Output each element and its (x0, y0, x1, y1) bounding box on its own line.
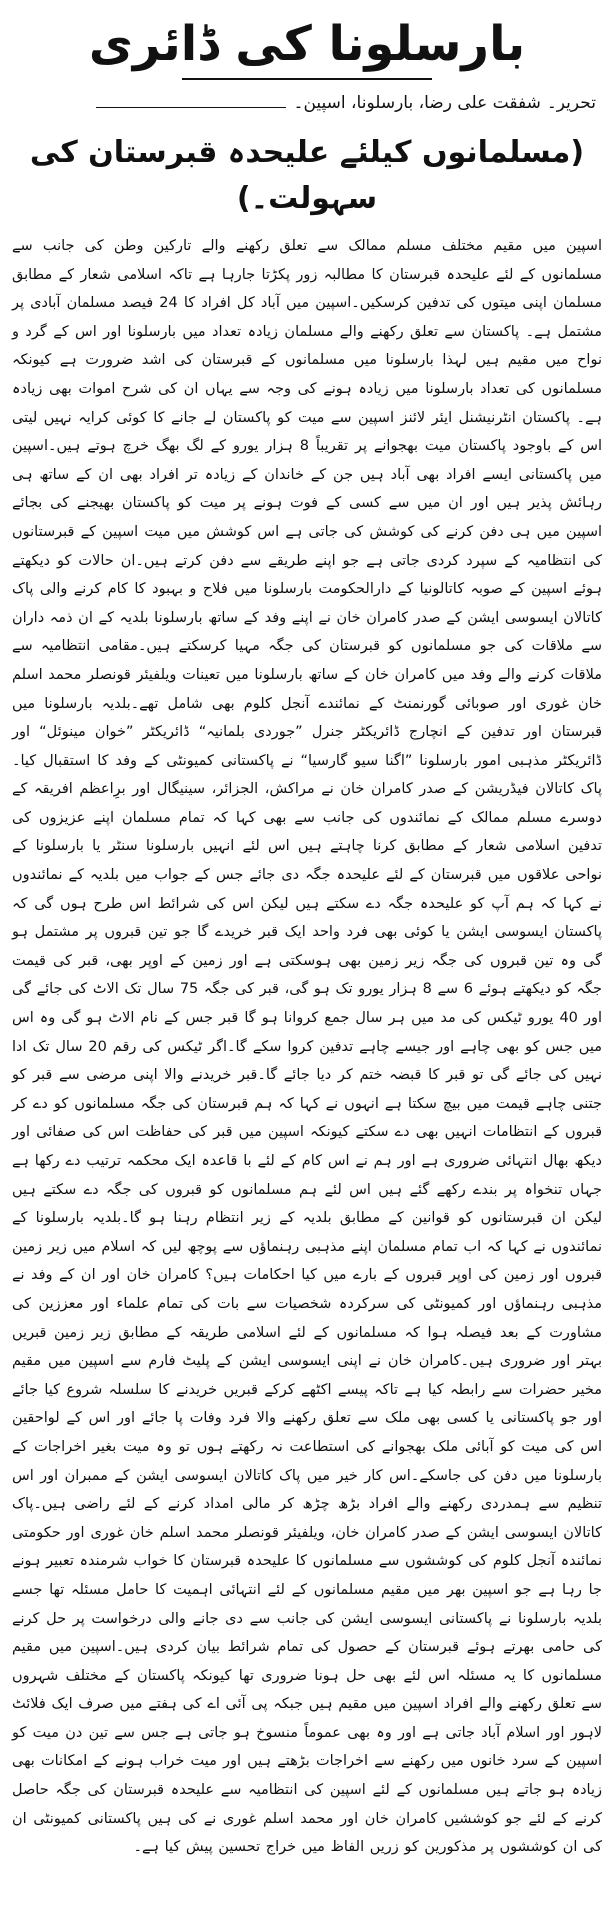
byline-label: تحریر۔ (546, 93, 596, 113)
byline-rule (96, 107, 286, 108)
article-body: اسپین میں مقیم مختلف مسلم ممالک سے تعلق رکھنے والے تارکین وطن کی جانب سے مسلمانوں کے لئے علیحدہ قبرستان کا مطالبہ زور پکڑتا جارہا ہے تاکہ اسلامی شعار کے مطابق مسلمان اپنی میتوں کی تدفین کرسکیں۔اسپین میں آباد کل افراد کا 24 فیصد مسلمان آبادی پر مشتمل ہے۔ پاکستان سے تعلق رکھنے والے مسلمان زیادہ تعداد میں بارسلونا اور اس کے گرد و نواح میں مقیم ہیں لہذا بارسلونا میں مسلمانوں کے قبرستان کی اشد ضرورت ہے کیونکہ مسلمانوں کی تعداد بارسلونا میں زیادہ ہونے کی وجہ سے یہاں ان کی شرح اموات بھی زیادہ ہے۔ پاکستان انٹرنیشنل ایئر لائنز اسپین سے میت کو پاکستان لے جانے کا کوئی کرایہ نہیں لیتی اس کے باوجود پاکستان میت بھجوانے پر تقریباً 8 ہزار یورو کے لگ بھگ خرچ ہوتے ہیں۔اسپین میں پاکستانی ایسے افراد بھی آباد ہیں جن کے خاندان کے زیادہ تر افراد بھی ان کے ساتھ ہی رہائش پذیر ہیں اور ان میں سے کسی کے فوت ہونے پر میت کو پاکستان بھیجنے کی بجائے اسپین میں ہی دفن کرنے کی کوشش کی جاتی ہے اس کوشش میں میت اسپین کے قبرستانوں کی انتظامیہ کے سپرد کردی جاتی ہے جو اپنے طریقے سے دفن کرتے ہیں۔ان حالات کو دیکھتے ہوئے اسپین کے صوبہ کاتالونیا کے دارالحکومت بارسلونا میں فلاح و بہبود کا کام کرنے والی پاک کاتالان ایسوسی ایشن کے صدر کامران خان نے اپنے وفد کے ساتھ بارسلونا بلدیہ کے ان ذمہ داران سے ملاقات کی جو مسلمانوں کو قبرستان کی جگہ مہیا کرسکتے ہیں۔مقامی انتظامیہ سے ملاقات کرنے والے وفد میں کامران خان کے ساتھ بارسلونا میں تعینات ویلفیئر قونصلر محمد اسلم خان غوری اور صوبائی گورنمنٹ کے نمائندے آنجل کلوم بھی شامل تھے۔بلدیہ بارسلونا میں قبرستان اور تدفین کے انچارج ڈائریکٹر جنرل ”جوردی بلمانیہ“ ڈائریکٹر ”خوان مینوئل“ اور ڈائریکٹر مذہبی امور بارسلونا ”اگنا سیو گارسیا“ نے پاکستانی کمیونٹی کے وفد کا استقبال کیا۔پاک کاتالان فیڈریشن کے صدر کامران خان نے مراکش، الجزائر، سینیگال اور برِاعظم افریقہ کے دوسرے مسلم ممالک کے نمائندوں کی جانب سے بھی کہا کہ تمام مسلمان اپنے عزیزوں کی تدفین اسلامی شعار کے مطابق کرنا چاہتے ہیں اس لئے انہیں بارسلونا سنٹر یا بارسلونا کے نواحی علاقوں میں قبرستان کے لئے علیحدہ جگہ دی جائے جس کے جواب میں بلدیہ کے نمائندوں نے کہا کہ ہم آپ کو علیحدہ جگہ دے سکتے ہیں لیکن اس کی شرائط اس طرح ہوں گی کہ پاکستان ایسوسی ایشن یا کوئی بھی فرد واحد ایک قبر خریدے گا جو تین قبروں پر مشتمل ہو گی وہ تین قبروں کی جگہ زیر زمین بھی ہوسکتی ہے اور زمین کے اوپر بھی، قبر کی قیمت جگہ کو دیکھتے ہوئے 6 سے 8 ہزار یورو تک ہو گی، قبر کی جگہ 75 سال تک الاٹ کی جائے گی اور 40 یورو ٹیکس کی مد میں ہر سال جمع کروانا ہو گا قبر جس کے نام الاٹ ہو گی وہ اس میں جس کو بھی چاہے اور جیسے چاہے تدفین کروا سکے گا۔اگر ٹیکس کی رقم 20 سال تک ادا نہیں کی جائے گی تو قبر کا قبضہ ختم کر دیا جائے گا۔قبر خریدنے والا اپنی مرضی سے قبر کو جتنی چاہے قیمت میں بیچ سکتا ہے انہوں نے کہا کہ ہم قبرستان کی جگہ مسلمانوں کو دے کر قبروں کے انتظامات انہیں بھی دے سکتے کیونکہ اسپین میں قبر کی حفاظت اس کی صفائی اور دیکھ بھال انتہائی ضروری ہے اور ہم نے اس کام کے لئے با قاعدہ ایک محکمہ ترتیب دے رکھا ہے جہاں تنخواہ پر بندے رکھے گئے ہیں اس لئے ہم مسلمانوں کو قبروں کی جگہ دے سکتے ہیں لیکن ان قبرستانوں کو قوانین کے مطابق بلدیہ کے زیر انتظام رہنا ہو گا۔بلدیہ بارسلونا کے نمائندوں نے کہا کہ اب تمام مسلمان اپنے مذہبی رہنماؤں سے پوچھ لیں کہ اسلام میں زیر زمین قبروں اور زمین کی اوپر قبروں کے بارے میں کیا احکامات ہیں؟ کامران خان اور ان کے وفد نے مذہبی رہنماؤں اور کمیونٹی کی سرکردہ شخصیات سے بات کی تمام علماء اور معززین کی مشاورت کے بعد فیصلہ ہوا کہ مسلمانوں کے لئے اسلامی طریقہ کے مطابق زیر زمین قبریں بہتر اور ضروری ہیں۔کامران خان نے اپنی ایسوسی ایشن کے پلیٹ فارم سے اسپین میں مقیم مخیر حضرات سے رابطہ کیا ہے تاکہ پیسے اکٹھے کرکے قبریں خریدنے کا سلسلہ شروع کیا جائے اور جو پاکستانی یا کسی بھی ملک سے تعلق رکھنے والا فرد وفات پا جائے اور اس کے لواحقین اس کی میت کو آبائی ملک بھجوانے کی استطاعت نہ رکھتے ہوں تو وہ میت بغیر اخراجات کے بارسلونا میں دفن کی جاسکے۔اس کار خیر میں پاک کاتالان ایسوسی ایشن کے ممبران اور اس تنظیم سے ہمدردی رکھنے والے افراد بڑھ چڑھ کر مالی امداد کرنے کے لئے راضی ہیں۔پاک کاتالان ایسوسی ایشن کے صدر کامران خان، ویلفیئر قونصلر محمد اسلم خان غوری اور حکومتی نمائندہ آنجل کلوم کی کوششوں سے مسلمانوں کا علیحدہ قبرستان کا خواب شرمندہ تعبیر ہونے جا رہا ہے جو اسپین بھر میں مقیم مسلمانوں کے لئے انتہائی اہمیت کا حامل مسئلہ تھا جسے بلدیہ بارسلونا نے پاکستانی ایسوسی ایشن کی جانب سے دی جانے والی درخواست پر حل کرنے کی حامی بھرتے ہوئے قبرستان کے حصول کی تمام شرائط بیان کردی ہیں۔اسپین میں مقیم مسلمانوں کا یہ مسئلہ اس لئے بھی حل ہونا ضروری تھا کیونکہ پاکستان کے مختلف شہروں سے تعلق رکھنے والے افراد اسپین میں مقیم ہیں جبکہ پی آئی اے کی ہفتے میں صرف ایک فلائٹ لاہور اور اسلام آباد جاتی ہے اور وہ بھی عموماً منسوخ ہو جاتی ہے جس سے تین دن میت کو اسپین کے سرد خانوں میں رکھنے سے اخراجات بڑھتے ہیں اور میت خراب ہونے کے امکانات بھی زیادہ ہو جاتے ہیں مسلمانوں کے لئے اسپین کی انتظامیہ سے علیحدہ قبرستان کی جگہ حاصل کرنے کے لئے جو کوششیں کامران خان اور محمد اسلم غوری نے کی ہیں پاکستانی کمیونٹی ان کی ان کوششوں پر مذکورین کو زریں الفاظ میں خراج تحسین پیش کیا ہے۔ (12, 238, 602, 1856)
byline-author: شفقت علی رضا، بارسلونا، اسپین۔ (293, 93, 541, 113)
article-subheading: (مسلمانوں کیلئے علیحدہ قبرستان کی سہولت۔) (29, 135, 585, 216)
title-underline (182, 78, 432, 80)
byline (10, 90, 604, 116)
column-title: بارسلونا کی ڈائری (88, 16, 526, 72)
